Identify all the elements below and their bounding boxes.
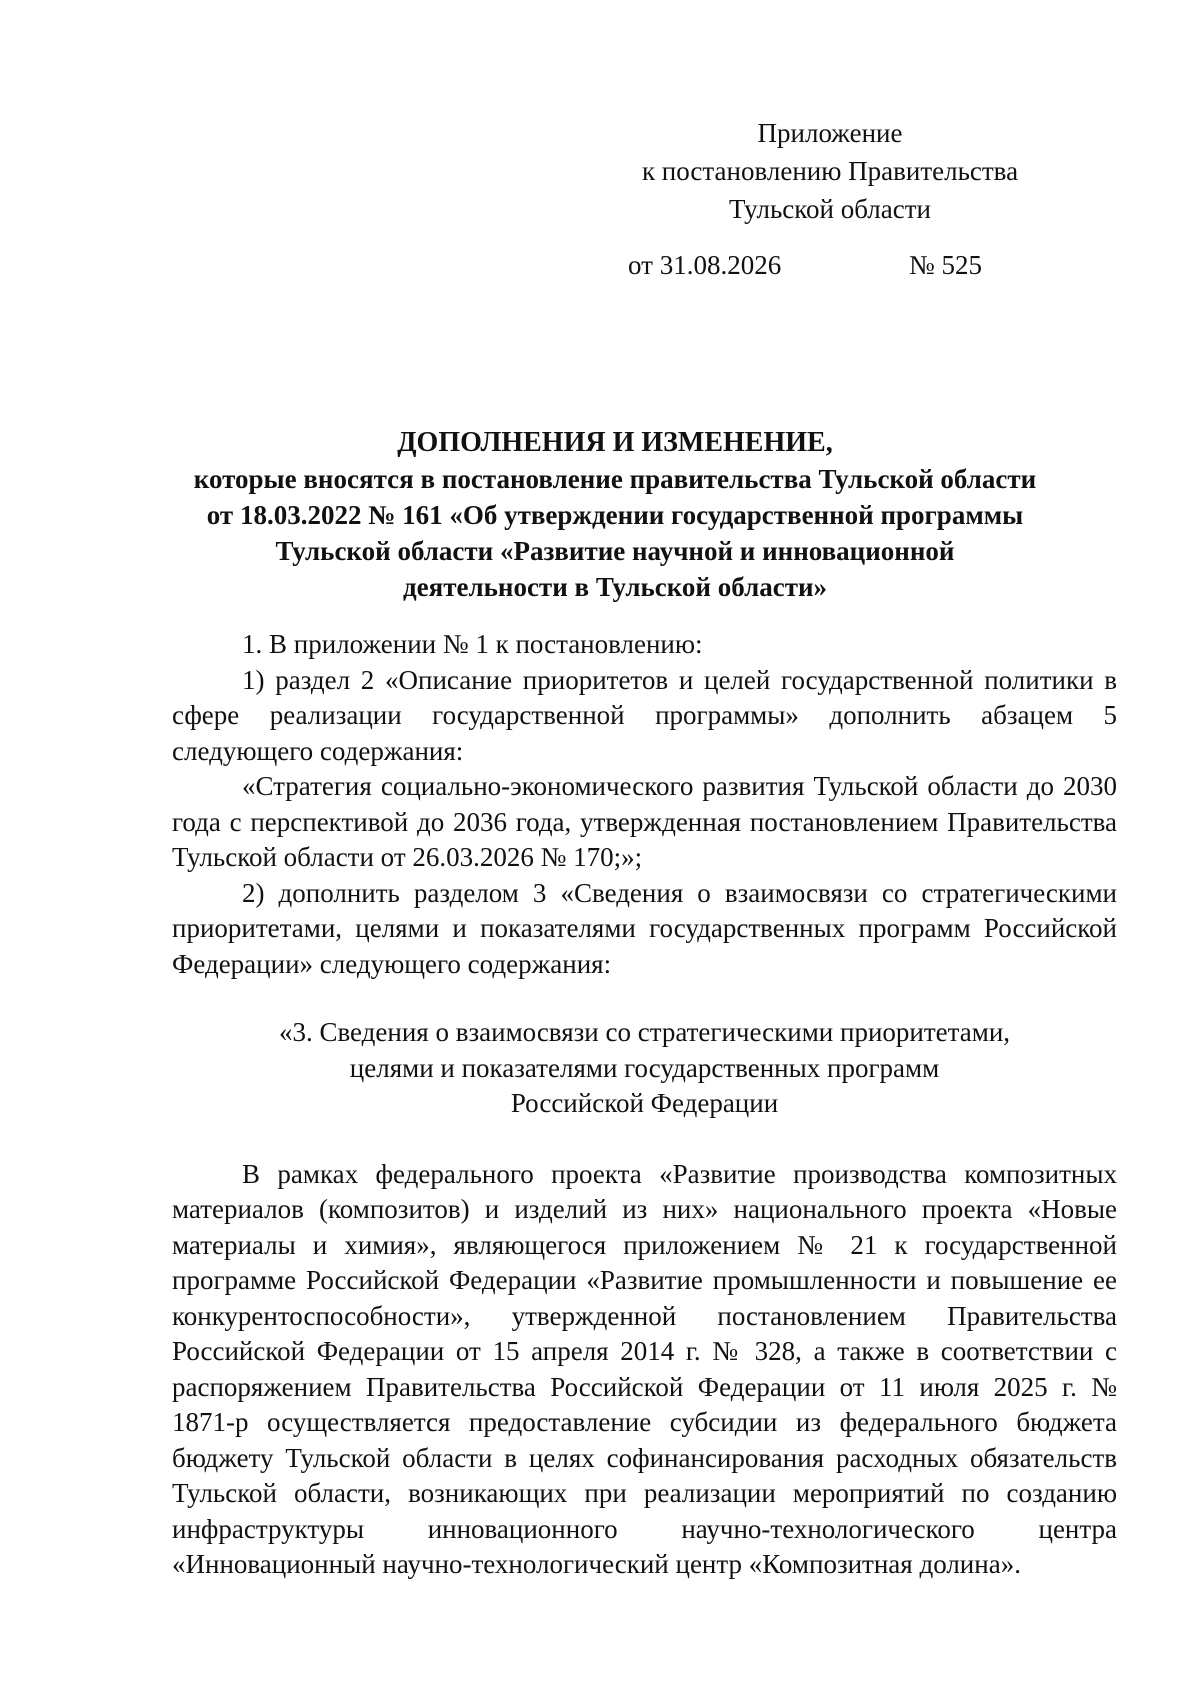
document-title — [150, 425, 1080, 605]
section-3-heading — [172, 1015, 1117, 1122]
paragraph-item-1: 1. В приложении № 1 к постановлению: — [242, 629, 703, 659]
resolution-number: № 525 — [909, 250, 983, 280]
section-heading-line: целями и показателями государственных программ — [349, 1052, 940, 1083]
paragraph-subitem-2: 2) дополнить разделом 3 «Сведения о взаимосвязи со стратегическими приоритетами, целями и показателями государственных программ Российской Федерации» следующего содержания: — [172, 877, 1117, 979]
appendix-line: Приложение — [757, 118, 903, 148]
section-heading-line: «3. Сведения о взаимосвязи со стратегическими приоритетами, — [278, 1017, 1011, 1047]
paragraph-quote-strategy: «Стратегия социально-экономического развития Тульской области до 2030 года с перспективой до 2036 года, утвержденная постановлением Правительства Тульской области от 26.03.2026 № 170;»; — [172, 771, 1117, 872]
title-heading: ДОПОЛНЕНИЯ И ИЗМЕНЕНИЕ, — [397, 427, 833, 458]
appendix-line: Тульской области — [729, 194, 931, 224]
appendix-line: к постановлению Правительства — [641, 156, 1019, 186]
title-line: Тульской области «Развитие научной и инновационной — [275, 536, 955, 566]
title-line: деятельности в Тульской области» — [402, 572, 828, 602]
paragraph-section-3-text: В рамках федерального проекта «Развитие производства композитных материалов (композитов) и изделий из них» национального проекта «Новые материалы и химия», являющегося приложением № 21 к государственной программе Российской Федерации «Развитие промышленности и повышение ее конкурентоспособности», утвержденной постановлением Правительства Российской Федерации от 15 апреля 2014 г. № 328, а также в соответствии с распоряжением Правительства Российской Федерации от 11 июля 2025 г. № 1871-р осуществляется предоставление субсидии из федерального бюджета бюджету Тульской области в целях софинансирования расходных обязательств Тульской области, возникающих при реализации мероприятий по созданию инфраструктуры инновационного научно-технологического центра «Инновационный научно-технологический центр «Композитная долина». — [172, 1158, 1117, 1579]
appendix-block — [620, 114, 1040, 228]
title-line: которые вносятся в постановление правительства Тульской области — [193, 464, 1037, 494]
resolution-date: от 31.08.2026 — [628, 250, 782, 280]
paragraph-subitem-1: 1) раздел 2 «Описание приоритетов и целей государственной политики в сфере реализации государственной программы» дополнить абзацем 5 следующего содержания: — [172, 664, 1117, 766]
section-heading-line: Российской Федерации — [510, 1088, 779, 1118]
title-line: от 18.03.2022 № 161 «Об утверждении государственной программы — [206, 500, 1024, 530]
document-body — [172, 627, 1117, 1583]
